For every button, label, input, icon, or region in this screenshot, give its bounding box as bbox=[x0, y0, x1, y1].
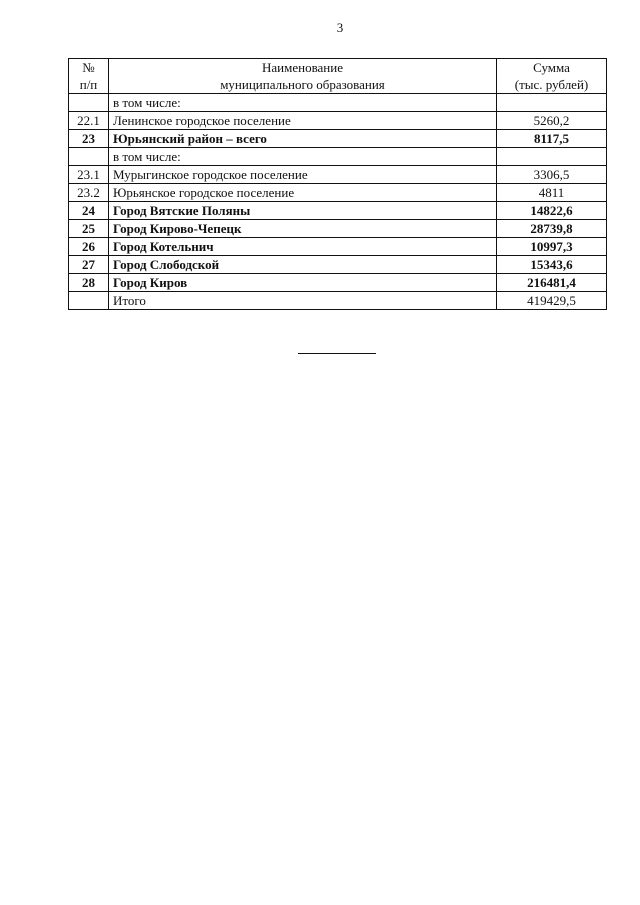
row-sum: 10997,3 bbox=[497, 238, 607, 256]
table-row bbox=[69, 148, 607, 166]
row-sum: 8117,5 bbox=[497, 130, 607, 148]
table-row bbox=[69, 274, 607, 292]
table-row bbox=[69, 166, 607, 184]
table-row bbox=[69, 130, 607, 148]
table-row bbox=[69, 94, 607, 112]
header-number-line2: п/п bbox=[79, 77, 98, 92]
row-sum: 4811 bbox=[497, 184, 607, 202]
row-sum bbox=[497, 148, 607, 166]
header-number bbox=[69, 59, 109, 94]
header-sum-line2: (тыс. рублей) bbox=[514, 77, 589, 92]
row-number bbox=[69, 148, 109, 166]
header-number-line1: № bbox=[82, 60, 95, 75]
row-number: 26 bbox=[69, 238, 109, 256]
table-row bbox=[69, 292, 607, 310]
row-name: Юрьянский район – всего bbox=[109, 130, 497, 148]
row-name: Город Кирово-Чепецк bbox=[109, 220, 497, 238]
header-name-line2: муниципального образования bbox=[220, 77, 385, 92]
row-sum: 15343,6 bbox=[497, 256, 607, 274]
row-name: Город Киров bbox=[109, 274, 497, 292]
row-name: Город Вятские Поляны bbox=[109, 202, 497, 220]
table-row bbox=[69, 202, 607, 220]
row-number: 25 bbox=[69, 220, 109, 238]
row-number: 22.1 bbox=[69, 112, 109, 130]
row-sum: 3306,5 bbox=[497, 166, 607, 184]
row-number: 28 bbox=[69, 274, 109, 292]
table-row bbox=[69, 112, 607, 130]
row-number: 23 bbox=[69, 130, 109, 148]
row-name: Юрьянское городское поселение bbox=[109, 184, 497, 202]
row-sum: 28739,8 bbox=[497, 220, 607, 238]
row-sum: 5260,2 bbox=[497, 112, 607, 130]
table-row bbox=[69, 184, 607, 202]
page-number: 3 bbox=[336, 20, 344, 35]
table-header-row bbox=[69, 59, 607, 94]
row-name: Мурыгинское городское поселение bbox=[109, 166, 497, 184]
row-sum: 216481,4 bbox=[497, 274, 607, 292]
row-number: 23.1 bbox=[69, 166, 109, 184]
row-sum: 14822,6 bbox=[497, 202, 607, 220]
row-number bbox=[69, 94, 109, 112]
row-number: 23.2 bbox=[69, 184, 109, 202]
row-name: Город Котельнич bbox=[109, 238, 497, 256]
row-number bbox=[69, 292, 109, 310]
budget-table bbox=[68, 58, 607, 310]
header-sum-line1: Сумма bbox=[533, 60, 570, 75]
row-number: 24 bbox=[69, 202, 109, 220]
table-row bbox=[69, 238, 607, 256]
row-sum bbox=[497, 94, 607, 112]
row-name: в том числе: bbox=[109, 94, 497, 112]
row-number: 27 bbox=[69, 256, 109, 274]
row-name: Город Слободской bbox=[109, 256, 497, 274]
table-row bbox=[69, 256, 607, 274]
row-name: Ленинское городское поселение bbox=[109, 112, 497, 130]
header-name bbox=[109, 59, 497, 94]
header-sum bbox=[497, 59, 607, 94]
table-row bbox=[69, 220, 607, 238]
closing-line bbox=[298, 353, 376, 354]
header-name-line1: Наименование bbox=[262, 60, 343, 75]
row-name: Итого bbox=[109, 292, 497, 310]
row-sum: 419429,5 bbox=[497, 292, 607, 310]
table-body bbox=[69, 94, 607, 310]
row-name: в том числе: bbox=[109, 148, 497, 166]
